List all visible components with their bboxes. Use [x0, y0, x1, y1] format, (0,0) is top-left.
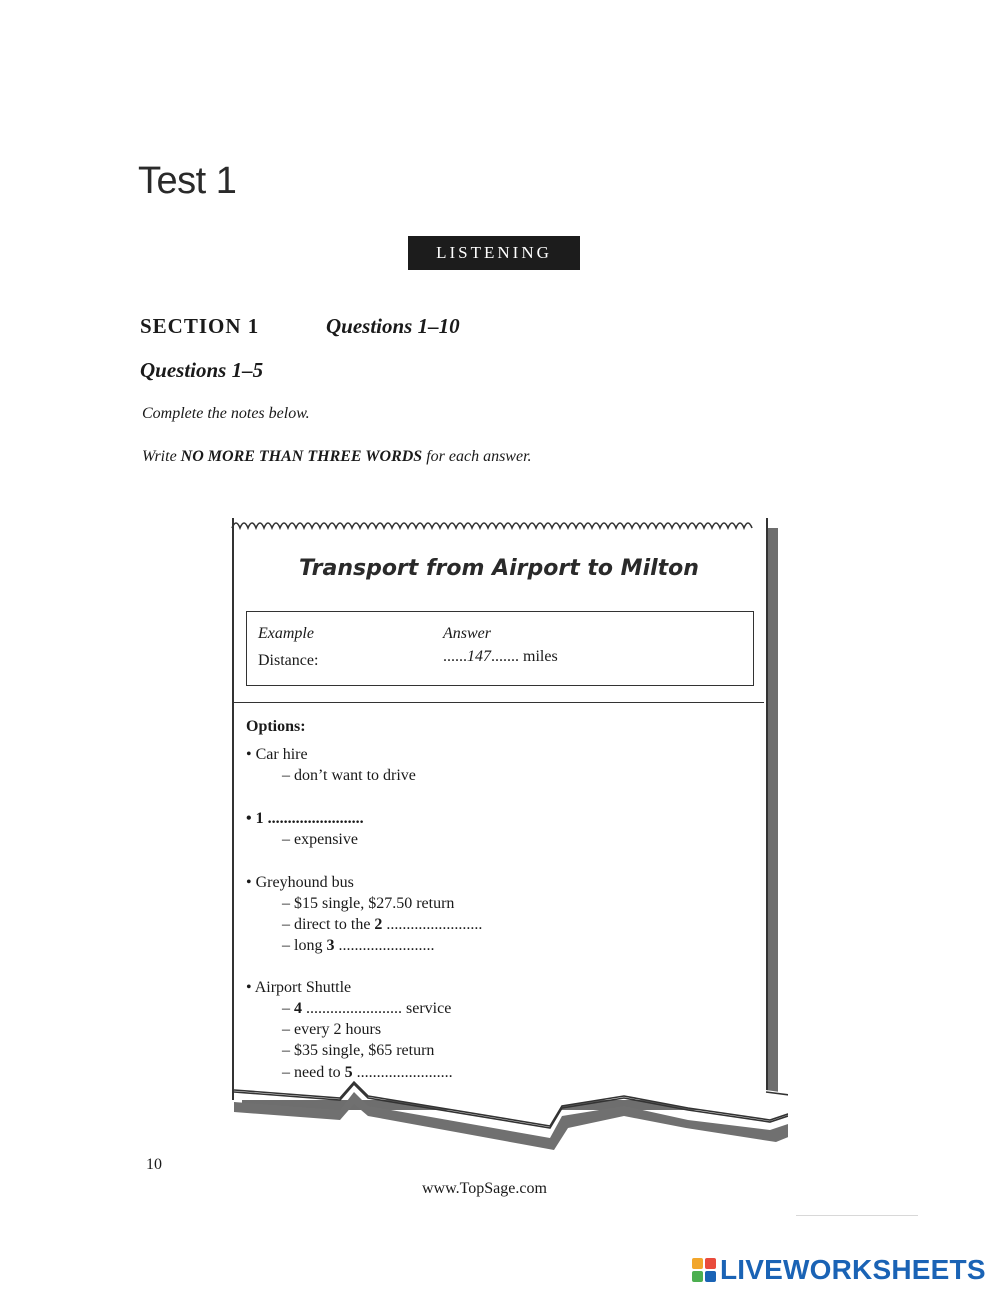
distance-unit: miles [519, 648, 558, 665]
gap-question-5[interactable]: – need to 5 ........................ [282, 1064, 453, 1081]
liveworksheets-text: LIVEWORKSHEETS [720, 1254, 986, 1285]
option-car-hire: • Car hire [246, 746, 308, 764]
instruction-prefix: Write [142, 448, 181, 465]
answer-label: Answer [443, 625, 491, 642]
faint-rule [796, 1215, 918, 1216]
distance-answer [443, 648, 558, 666]
note-subline: – don’t want to drive [282, 767, 416, 784]
liveworksheets-logo [692, 1254, 986, 1286]
footer-url: www.TopSage.com [422, 1180, 547, 1197]
section-questions-range: Questions 1–10 [326, 314, 460, 338]
gap-question-2[interactable]: – direct to the 2 ........................ [282, 916, 483, 933]
options-label: Options: [246, 718, 306, 735]
distance-value: 147 [467, 648, 491, 665]
notes-title: Transport from Airport to Milton [299, 556, 699, 581]
instruction-suffix: for each answer. [422, 448, 532, 465]
option-greyhound-bus: • Greyhound bus [246, 874, 354, 892]
instruction-word-limit [142, 448, 532, 466]
instruction-bold: NO MORE THAN THREE WORDS [180, 448, 423, 465]
example-label: Example [258, 625, 314, 642]
divider-line [234, 702, 764, 703]
distance-dots-before: ...... [443, 648, 467, 665]
note-subline: – $15 single, $27.50 return [282, 895, 455, 912]
gap-question-4[interactable]: – 4 ........................ service [282, 1000, 452, 1017]
note-subline: – every 2 hours [282, 1021, 382, 1038]
gap-question-3[interactable]: – long 3 ........................ [282, 937, 435, 954]
note-subline: – $35 single, $65 return [282, 1042, 435, 1059]
torn-bottom-edge [228, 1080, 788, 1150]
listening-banner: LISTENING [408, 236, 580, 270]
distance-label: Distance: [258, 652, 319, 669]
page-number: 10 [146, 1156, 162, 1173]
sub-questions-heading: Questions 1–5 [140, 358, 264, 382]
option-airport-shuttle: • Airport Shuttle [246, 979, 351, 997]
note-subline: – expensive [282, 831, 358, 848]
instruction-complete-notes: Complete the notes below. [142, 405, 310, 422]
section-heading: SECTION 1 [140, 314, 260, 338]
torn-top-edge [228, 508, 788, 538]
test-title: Test 1 [138, 160, 237, 202]
liveworksheets-mark-icon [692, 1258, 716, 1282]
gap-question-1[interactable]: • 1 ........................ [246, 810, 364, 828]
distance-dots-after: ....... [491, 648, 519, 665]
